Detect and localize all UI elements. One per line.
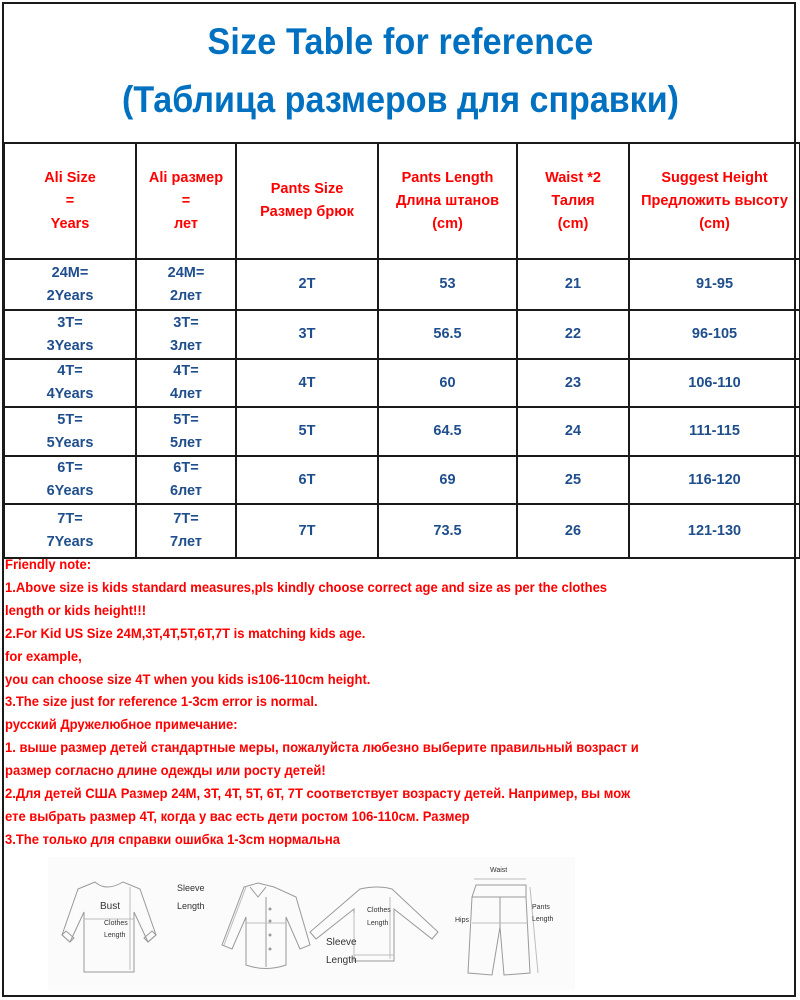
table-row bbox=[4, 504, 800, 558]
table-row bbox=[4, 407, 800, 456]
cell-pants-size: 5T bbox=[236, 407, 378, 456]
cell-ali-size bbox=[4, 359, 136, 407]
cell-line: 6T= bbox=[173, 460, 199, 476]
header-line: = bbox=[65, 192, 75, 209]
cell-line: 7T= bbox=[173, 511, 199, 527]
note-line: размер согласно длине одежды или росту детей! bbox=[5, 762, 326, 779]
label-length: Length bbox=[367, 920, 389, 927]
cell-line: 2Years bbox=[46, 287, 94, 304]
cell-pants-length: 73.5 bbox=[378, 504, 517, 558]
header-line: (cm) bbox=[557, 215, 589, 232]
cell-ali-size bbox=[4, 259, 136, 310]
cell-line: 7Years bbox=[46, 534, 94, 550]
note-line: length or kids height!!! bbox=[5, 601, 147, 618]
header-line: Размер брюк bbox=[260, 204, 354, 220]
cell-height: 121-130 bbox=[629, 504, 800, 558]
header-line: (cm) bbox=[432, 215, 463, 232]
cell-waist: 21 bbox=[517, 259, 629, 310]
header-line: = bbox=[181, 192, 191, 209]
header-line: Длина штанов bbox=[395, 192, 500, 209]
cell-waist: 26 bbox=[517, 504, 629, 558]
cell-line: 5лет bbox=[169, 434, 203, 451]
cell-line: 24M= bbox=[167, 264, 205, 281]
note-heading: Friendly note: bbox=[5, 556, 92, 572]
cell-line: 4T= bbox=[57, 363, 83, 379]
table-header-row bbox=[4, 143, 800, 259]
cell-line: 4Years bbox=[46, 386, 94, 402]
sweater-front-icon bbox=[62, 882, 156, 972]
label-sleeve: Sleeve bbox=[177, 883, 205, 893]
cell-line: 4T= bbox=[173, 363, 199, 379]
cell-line: 3Years bbox=[46, 337, 94, 354]
header-line: лет bbox=[174, 215, 198, 232]
header-line: Предложить высоту bbox=[641, 192, 788, 209]
cell-height: 96-105 bbox=[629, 310, 800, 359]
cell-height: 111-115 bbox=[629, 407, 800, 456]
cell-line: 7лет bbox=[169, 534, 203, 550]
cell-line: 3T= bbox=[57, 314, 83, 331]
note-line: 3.The size just for reference 1-3cm error is normal. bbox=[5, 693, 318, 710]
cell-waist: 24 bbox=[517, 407, 629, 456]
cell-line: 5T= bbox=[57, 411, 83, 428]
cell-line: 6T= bbox=[57, 460, 83, 476]
cell-ali-size bbox=[4, 310, 136, 359]
header-suggest-height bbox=[629, 143, 800, 259]
header-pants-size bbox=[236, 143, 378, 259]
cell-pants-size: 2T bbox=[236, 259, 378, 310]
note-line: ете выбрать размер 4T, когда у вас есть дети ростом 106-110см. Размер bbox=[5, 807, 470, 824]
measurement-diagram bbox=[48, 857, 575, 990]
header-line: (cm) bbox=[699, 215, 730, 232]
table-row bbox=[4, 359, 800, 407]
cell-pants-length: 64.5 bbox=[378, 407, 517, 456]
cell-waist: 23 bbox=[517, 359, 629, 407]
cell-line: 3лет bbox=[169, 337, 203, 354]
cell-pants-size: 6T bbox=[236, 456, 378, 504]
label-pants: Pants bbox=[532, 904, 550, 911]
cell-line: 5Years bbox=[46, 434, 94, 451]
cell-ali-size-ru bbox=[136, 259, 236, 310]
header-line: Waist *2 bbox=[545, 169, 601, 186]
cell-ali-size-ru bbox=[136, 407, 236, 456]
note-line: 1. выше размер детей стандартные меры, пожалуйста любезно выберите правильный возраст и bbox=[5, 739, 639, 756]
cell-ali-size bbox=[4, 456, 136, 504]
note-line: 2.For Kid US Size 24M,3T,4T,5T,6T,7T is matching kids age. bbox=[5, 624, 366, 641]
header-line: Years bbox=[50, 215, 90, 232]
cell-pants-length: 56.5 bbox=[378, 310, 517, 359]
cell-ali-size-ru bbox=[136, 504, 236, 558]
cell-line: 6лет bbox=[169, 483, 203, 499]
cell-ali-size bbox=[4, 407, 136, 456]
header-line: Талия bbox=[551, 192, 595, 209]
cell-waist: 22 bbox=[517, 310, 629, 359]
note-line: 2.Для детей США Размер 24M, 3T, 4T, 5T, 6T, 7T соответствует возрасту детей. Например, вы мож bbox=[5, 785, 631, 802]
cell-line: 2лет bbox=[169, 287, 203, 304]
header-ali-size bbox=[4, 143, 136, 259]
header-pants-length bbox=[378, 143, 517, 259]
table-row bbox=[4, 456, 800, 504]
header-line: Ali Size bbox=[44, 169, 96, 186]
cell-pants-length: 53 bbox=[378, 259, 517, 310]
note-line: 3.The только для справки ошибка 1-3cm нормальна bbox=[5, 830, 341, 847]
header-line: Pants Length bbox=[401, 169, 494, 186]
cell-height: 91-95 bbox=[629, 259, 800, 310]
label-length: Length bbox=[177, 901, 205, 911]
title-english: Size Table for reference bbox=[207, 21, 594, 62]
header-ali-size-ru bbox=[136, 143, 236, 259]
cell-line: 4лет bbox=[169, 386, 203, 402]
friendly-notes bbox=[5, 553, 795, 851]
cell-ali-size-ru bbox=[136, 359, 236, 407]
cell-line: 5T= bbox=[173, 411, 199, 428]
label-clothes: Clothes bbox=[104, 920, 128, 927]
size-table bbox=[3, 142, 800, 559]
cell-pants-size: 3T bbox=[236, 310, 378, 359]
cell-pants-length: 60 bbox=[378, 359, 517, 407]
cell-pants-length: 69 bbox=[378, 456, 517, 504]
header-line: Suggest Height bbox=[661, 169, 768, 186]
note-line: 1.Above size is kids standard measures,pls kindly choose correct age and size as per the clothes bbox=[5, 578, 608, 595]
cell-pants-size: 4T bbox=[236, 359, 378, 407]
pants-icon bbox=[468, 879, 538, 975]
label-clothes: Clothes bbox=[367, 907, 391, 914]
label-sleeve: Sleeve bbox=[326, 937, 357, 948]
cell-line: 3T= bbox=[173, 314, 199, 331]
table-row bbox=[4, 259, 800, 310]
header-line: Ali размер bbox=[148, 169, 224, 186]
label-waist: Waist bbox=[490, 867, 508, 874]
title-russian: (Таблица размеров для справки) bbox=[122, 79, 679, 120]
table-row bbox=[4, 310, 800, 359]
note-heading-ru: русский Дружелюбное примечание: bbox=[5, 716, 238, 733]
note-line: you can choose size 4T when you kids is106-110cm height. bbox=[5, 670, 371, 687]
note-line: for example, bbox=[5, 647, 82, 664]
cell-line: 24M= bbox=[51, 264, 89, 281]
label-hips: Hips bbox=[455, 917, 470, 924]
label-bust: Bust bbox=[100, 901, 121, 912]
cell-pants-size: 7T bbox=[236, 504, 378, 558]
cell-waist: 25 bbox=[517, 456, 629, 504]
cell-height: 106-110 bbox=[629, 359, 800, 407]
shirt-icon bbox=[222, 883, 310, 969]
cell-ali-size-ru bbox=[136, 310, 236, 359]
header-line: Pants Size bbox=[270, 181, 344, 197]
cell-ali-size bbox=[4, 504, 136, 558]
cell-line: 6Years bbox=[46, 483, 94, 499]
title-block bbox=[3, 3, 798, 143]
label-length: Length bbox=[532, 916, 554, 923]
cell-ali-size-ru bbox=[136, 456, 236, 504]
cell-height: 116-120 bbox=[629, 456, 800, 504]
cell-line: 7T= bbox=[57, 511, 83, 527]
label-length: Length bbox=[104, 932, 126, 939]
header-waist bbox=[517, 143, 629, 259]
label-length: Length bbox=[326, 955, 357, 966]
